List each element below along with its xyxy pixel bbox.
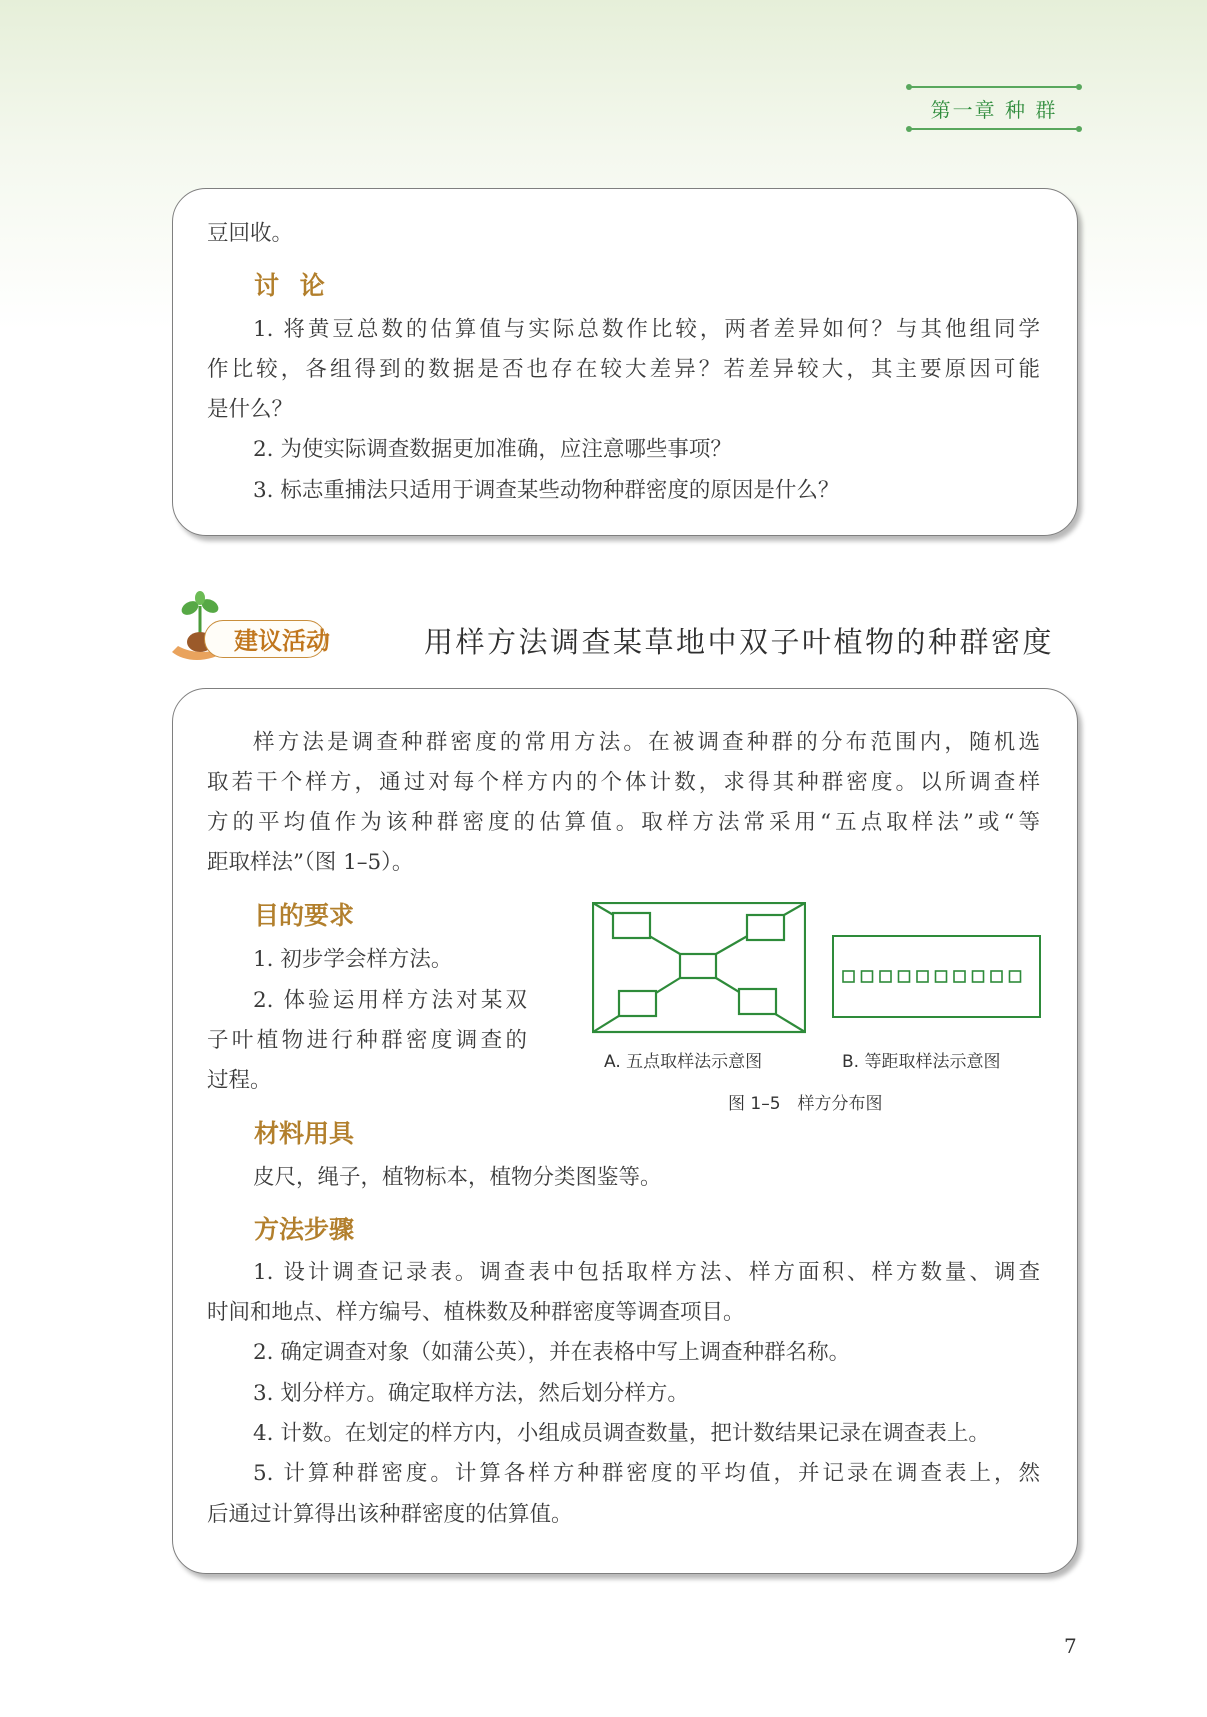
figure-caption-a: A. 五点取样法示意图 [604, 1052, 763, 1072]
equidistant-sample-square [843, 971, 854, 982]
goals-heading: 目的要求 [254, 901, 355, 930]
five-point-sampling-diagram [592, 902, 806, 1034]
intro-line-4: 距取样法”（图 1–5）。 [207, 850, 414, 875]
equidistant-sample-square [954, 971, 965, 982]
question-1-line-2: 作比较，各组得到的数据是否也存在较大差异？若差异较大，其主要原因可能 [207, 357, 1040, 382]
goal-2-line-1: 2. 体验运用样方法对某双 [253, 988, 527, 1013]
sample-square-bottom-left [619, 991, 656, 1016]
question-2: 2. 为使实际调查数据更加准确，应注意哪些事项？ [253, 437, 732, 462]
step-5-line-1: 5. 计算种群密度。计算各样方种群密度的平均值，并记录在调查表上，然 [253, 1461, 1040, 1486]
page-number: 7 [1064, 1634, 1077, 1658]
equidistant-sampling-diagram [832, 935, 1042, 1019]
sample-square-center [680, 954, 716, 978]
equidistant-sample-square [973, 971, 984, 982]
equidistant-sample-square [899, 971, 910, 982]
activity-title: 用样方法调查某草地中双子叶植物的种群密度 [424, 625, 1055, 659]
question-1-line-3: 是什么？ [207, 397, 294, 422]
figure-caption-b: B. 等距取样法示意图 [842, 1052, 1001, 1072]
continuation-text: 豆回收。 [207, 221, 294, 246]
goal-2-line-3: 过程。 [207, 1068, 272, 1093]
chapter-header [910, 86, 1078, 130]
step-3: 3. 划分样方。确定取样方法，然后划分样方。 [253, 1381, 689, 1406]
step-4: 4. 计数。在划定的样方内，小组成员调查数量，把计数结果记录在调查表上。 [253, 1421, 990, 1446]
sample-square-bottom-right [739, 989, 776, 1014]
equidistant-sample-square [862, 971, 873, 982]
materials-text: 皮尺，绳子，植物标本，植物分类图鉴等。 [253, 1165, 662, 1190]
steps-heading: 方法步骤 [254, 1215, 355, 1244]
chapter-title: 第一章 种 群 [930, 97, 1058, 122]
goal-1: 1. 初步学会样方法。 [253, 947, 453, 972]
figure-caption-main: 图 1–5 样方分布图 [728, 1094, 883, 1114]
intro-line-2: 取若干个样方，通过对每个样方内的个体计数，求得其种群密度。以所调查样 [207, 770, 1040, 795]
badge-label: 建议活动 [234, 627, 330, 655]
intro-line-3: 方的平均值作为该种群密度的估算值。取样方法常采用“五点取样法”或“等 [207, 810, 1040, 835]
sample-square-top-right [747, 915, 784, 940]
equidistant-sample-square [936, 971, 947, 982]
goal-2-line-2: 子叶植物进行种群密度调查的 [207, 1028, 527, 1053]
discussion-heading: 讨 论 [254, 271, 331, 300]
equidistant-sample-square [1010, 971, 1021, 982]
step-5-line-2: 后通过计算得出该种群密度的估算值。 [207, 1502, 573, 1527]
equidistant-sample-square [991, 971, 1002, 982]
question-1-line-1: 1. 将黄豆总数的估算值与实际总数作比较，两者差异如何？与其他组同学 [253, 317, 1040, 342]
materials-heading: 材料用具 [254, 1119, 355, 1148]
intro-line-1: 样方法是调查种群密度的常用方法。在被调查种群的分布范围内，随机选 [253, 730, 1040, 755]
step-1-line-1: 1. 设计调查记录表。调查表中包括取样方法、样方面积、样方数量、调查 [253, 1260, 1040, 1285]
sample-square-top-left [613, 913, 650, 938]
equidistant-sample-square [917, 971, 928, 982]
step-2: 2. 确定调查对象（如蒲公英），并在表格中写上调查种群名称。 [253, 1340, 851, 1365]
question-3: 3. 标志重捕法只适用于调查某些动物种群密度的原因是什么？ [253, 478, 840, 503]
activity-badge [168, 590, 368, 670]
step-1-line-2: 时间和地点、样方编号、植株数及种群密度等调查项目。 [207, 1300, 745, 1325]
equidistant-sample-square [880, 971, 891, 982]
